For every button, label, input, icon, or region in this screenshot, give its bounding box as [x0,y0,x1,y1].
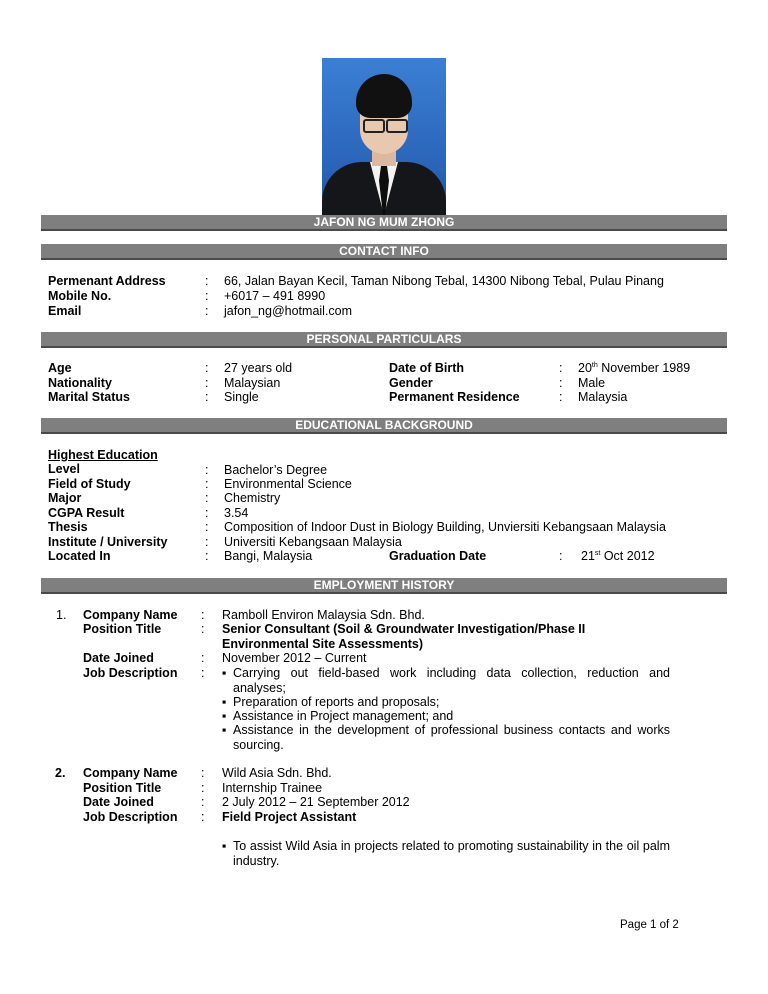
located-label: Located In [48,549,111,563]
colon: : [201,608,205,622]
residence-label: Permanent Residence [389,390,520,404]
located-value: Bangi, Malaysia [224,549,313,563]
nationality-value: Malaysian [224,376,281,390]
page-number: Page 1 of 2 [620,919,679,931]
major-label: Major [48,491,82,505]
field-label: Field of Study [48,477,131,491]
level-label: Level [48,462,80,476]
section-educational-background: EDUCATIONAL BACKGROUND [41,418,727,434]
date-joined-value: 2 July 2012 – 21 September 2012 [222,795,410,809]
field-value: Environmental Science [224,477,352,491]
dob-label: Date of Birth [389,361,464,375]
marital-label: Marital Status [48,390,130,404]
thesis-label: Thesis [48,520,88,534]
company-label: Company Name [83,766,178,780]
email-label: Email [48,304,82,318]
email-value[interactable]: jafon_ng@hotmail.com [224,304,353,318]
age-label: Age [48,361,72,375]
job-description-label: Job Description [83,666,178,680]
institute-label: Institute / University [48,535,168,549]
colon: : [201,781,205,795]
graduation-value: 21st Oct 2012 [581,549,655,563]
job-description-label: Job Description [83,810,178,824]
colon: : [559,549,563,563]
job-number: 1. [56,608,67,622]
highest-education-heading: Highest Education [48,448,158,462]
bullet-icon: ▪ [222,709,227,723]
job-description-item: Carrying out field-based work including data collection, reduction and analyses; [233,666,670,695]
colon: : [201,666,205,680]
job-description-item: Assistance in the development of professional business contacts and works sourcing. [233,723,670,752]
job-description-title: Field Project Assistant [222,810,357,824]
colon: : [201,651,205,665]
colon: : [205,491,209,505]
job-number: 2. [55,766,66,780]
company-value: Ramboll Environ Malaysia Sdn. Bhd. [222,608,425,622]
address-value: 66, Jalan Bayan Kecil, Taman Nibong Tebal, 14300 Nibong Tebal, Pulau Pinang [224,274,664,288]
position-value-line1: Senior Consultant (Soil & Groundwater Investigation/Phase II [222,622,586,636]
colon: : [205,535,209,549]
marital-value: Single [224,390,259,404]
colon: : [201,795,205,809]
job-description-item: To assist Wild Asia in projects related to promoting sustainability in the oil palm industry. [233,839,670,868]
colon: : [205,376,209,390]
colon: : [201,766,205,780]
colon: : [205,390,209,404]
bullet-icon: ▪ [222,839,227,853]
colon: : [205,463,209,477]
section-employment-history: EMPLOYMENT HISTORY [41,578,727,594]
cgpa-value: 3.54 [224,506,249,520]
colon: : [559,390,563,404]
institute-value: Universiti Kebangsaan Malaysia [224,535,402,549]
name-header: JAFON NG MUM ZHONG [41,215,727,231]
profile-photo [322,58,446,215]
date-joined-label: Date Joined [83,651,154,665]
colon: : [205,520,209,534]
job-description-item: Preparation of reports and proposals; [233,695,440,709]
mobile-value: +6017 – 491 8990 [224,289,326,303]
position-label: Position Title [83,781,162,795]
section-personal-particulars: PERSONAL PARTICULARS [41,332,727,348]
colon: : [559,376,563,390]
gender-label: Gender [389,376,433,390]
age-value: 27 years old [224,361,293,375]
colon: : [205,361,209,375]
position-label: Position Title [83,622,162,636]
date-joined-value: November 2012 – Current [222,651,367,665]
colon: : [205,506,209,520]
graduation-label: Graduation Date [389,549,487,563]
job-description-item: Assistance in Project management; and [233,709,454,723]
nationality-label: Nationality [48,376,112,390]
colon: : [205,477,209,491]
company-label: Company Name [83,608,178,622]
position-value-line2: Environmental Site Assessments) [222,637,423,651]
thesis-value: Composition of Indoor Dust in Biology Building, Unviersiti Kebangsaan Malaysia [224,520,666,534]
major-value: Chemistry [224,491,281,505]
cgpa-label: CGPA Result [48,506,125,520]
colon: : [205,289,209,303]
bullet-icon: ▪ [222,723,227,737]
gender-value: Male [578,376,606,390]
bullet-icon: ▪ [222,666,227,680]
mobile-label: Mobile No. [48,289,112,303]
dob-value: 20th November 1989 [578,361,691,375]
bullet-icon: ▪ [222,695,227,709]
level-value: Bachelor’s Degree [224,463,328,477]
date-joined-label: Date Joined [83,795,154,809]
address-label: Permenant Address [48,274,166,288]
section-contact-info: CONTACT INFO [41,244,727,260]
colon: : [559,361,563,375]
position-value: Internship Trainee [222,781,323,795]
colon: : [205,304,209,318]
colon: : [201,810,205,824]
colon: : [201,622,205,636]
colon: : [205,274,209,288]
colon: : [205,549,209,563]
residence-value: Malaysia [578,390,628,404]
company-value: Wild Asia Sdn. Bhd. [222,766,332,780]
